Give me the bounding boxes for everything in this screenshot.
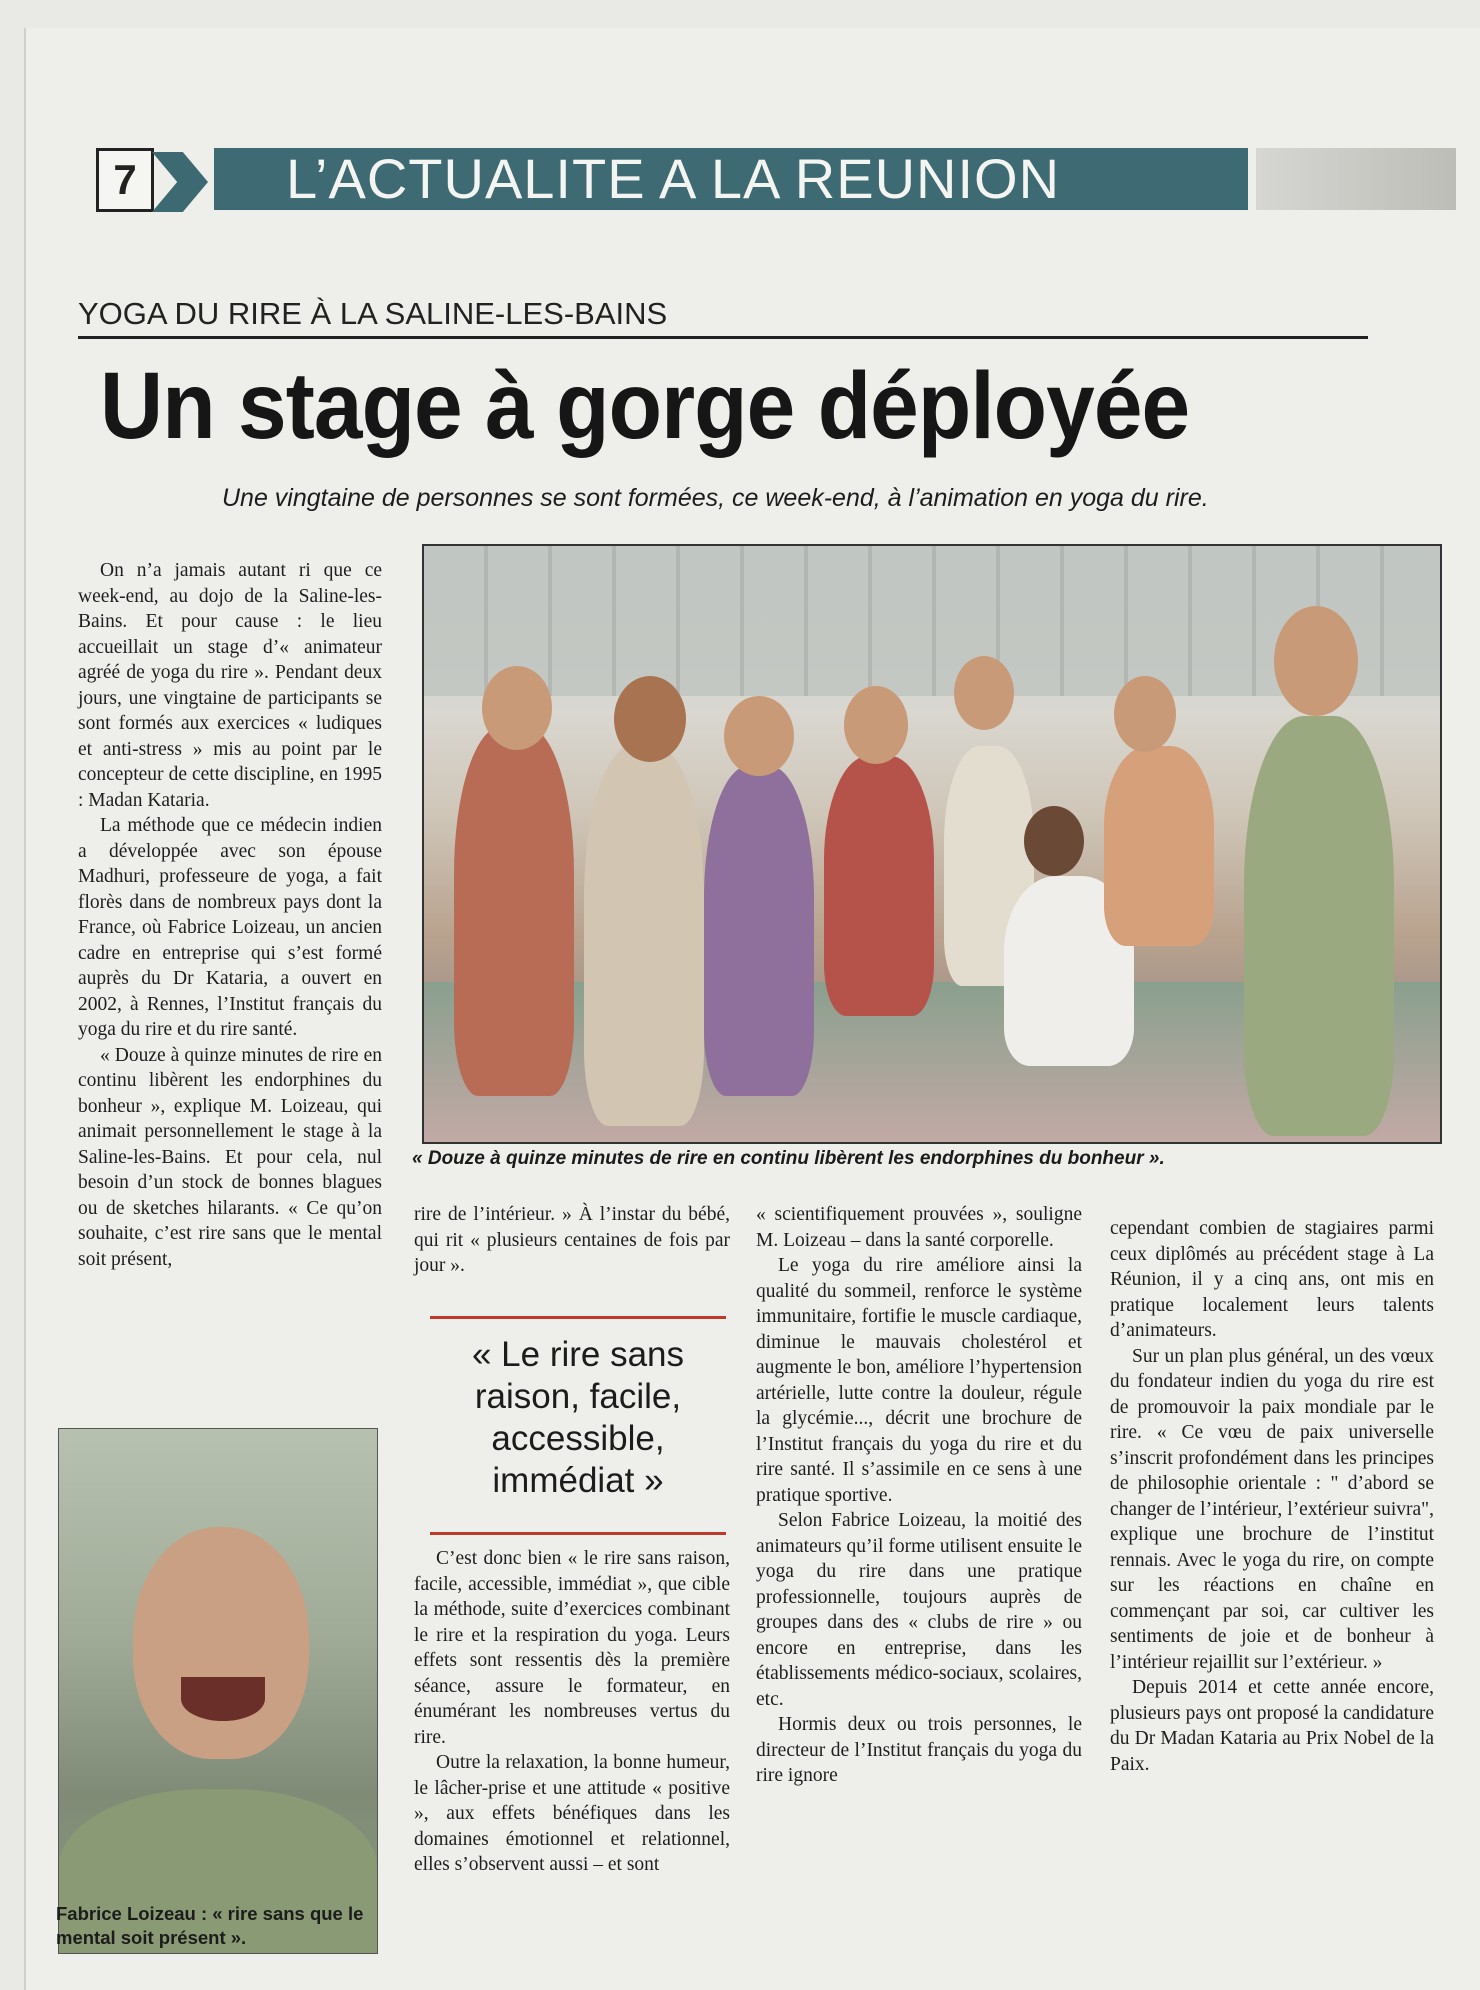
portrait-photo	[58, 1428, 378, 1954]
paragraph: On n’a jamais autant ri que ce week-end, au dojo de la Saline-les-Bains. Et pour cause : le lieu accueillait un stage d’« animateur agréé de yoga du rire ». Pendant deux jours, une vingtaine de participants se sont formés aux exercices « ludiques et anti-stress » mis au point par le concepteur de cette discipline, en 1995 : Madan Kataria.	[78, 560, 382, 811]
paragraph: Depuis 2014 et cette année encore, plusieurs pays ont proposé la candidature du Dr Madan Kataria au Prix Nobel de la Paix.	[1110, 1677, 1434, 1775]
paragraph: Selon Fabrice Loizeau, la moitié des animateurs qu’il forme utilisent ensuite le yoga du rire dans une pratique professionnelle, toujours auprès de groupes dans des « clubs de rire » ou encore en entreprise, dans les établissements médico-sociaux, scolaires, etc.	[756, 1510, 1082, 1710]
paragraph: rire de l’intérieur. » À l’instar du bébé, qui rit « plusieurs centaines de fois par jour ».	[414, 1204, 730, 1276]
article-standfirst: Une vingtaine de personnes se sont formées, ce week-end, à l’animation en yoga du rire.	[222, 484, 1209, 512]
column-3	[756, 1202, 1082, 1789]
band-edge	[1256, 148, 1456, 210]
paragraph: Outre la relaxation, la bonne humeur, le lâcher-prise et une attitude « positive », aux effets bénéfiques dans les domaines émotionnel et relationnel, elles s’observent aussi – et sont	[414, 1752, 730, 1875]
pullquote: « Le rire sans raison, facile, accessible, immédiat »	[471, 1335, 685, 1500]
pullquote-rule-bottom	[430, 1532, 726, 1535]
article-headline: Un stage à gorge déployée	[100, 353, 1190, 459]
paragraph: cependant combien de stagiaires parmi ceux diplômés au précédent stage à La Réunion, il y a cinq ans, ont mis en pratique localement leurs talents d’animateurs.	[1110, 1218, 1434, 1341]
paragraph: « Douze à quinze minutes de rire en continu libèrent les endorphines du bonheur », explique M. Loizeau, qui animait personnellement le stage à la Saline-les-Bains. Et pour cela, nul besoin d’un stock de bonnes blagues ou de sketches hilarants. « Ce qu’on souhaite, c’est rire sans que le mental soit présent,	[78, 1044, 382, 1270]
column-2-bottom	[414, 1546, 730, 1878]
paragraph: C’est donc bien « le rire sans raison, facile, accessible, immédiat », que cible la méthode, suite d’exercices combinant le rire et la respiration du yoga. Leurs effets sont ressentis dès la première séance, assure le formateur, en énumérant les nombreuses vertus du rire.	[414, 1548, 730, 1748]
paragraph: Hormis deux ou trois personnes, le directeur de l’Institut français du yoga du rire ignore	[756, 1714, 1082, 1786]
kicker-rule	[78, 336, 1368, 339]
section-title: L’ACTUALITE A LA REUNION	[214, 148, 1248, 210]
column-4	[1110, 1216, 1434, 1777]
paragraph: Le yoga du rire améliore ainsi la qualité du sommeil, renforce le système immunitaire, fortifie le muscle cardiaque, diminue le mauvais cholestérol et augmente le bon, améliore l’hypertension artérielle, lutte contre la douleur, régule la glycémie..., décrit une brochure de l’Institut français du yoga du rire et du rire santé. Il s’assimile en ce sens à une pratique sportive.	[756, 1255, 1082, 1506]
paragraph: « scientifiquement prouvées », souligne M. Loizeau – dans la santé corporelle.	[756, 1204, 1082, 1251]
column-1	[78, 558, 382, 1272]
column-2-top	[414, 1202, 730, 1279]
paragraph: Sur un plan plus général, un des vœux du fondateur indien du yoga du rire est de promouvoir la paix mondiale par le rire. « Ce vœu de paix universelle s’inscrit profondément dans les principes de philosophie orientale : " d’abord se changer de l’intérieur, l’extérieur suivra", explique une brochure de l’institut rennais. Avec le yoga du rire, on compte sur les réactions en chaîne en commençant par soi, car cultiver les sentiments de joie et de bonheur à l’intérieur rejaillit sur l’extérieur. »	[1110, 1345, 1434, 1673]
group-photo	[422, 544, 1442, 1144]
portrait-caption: Fabrice Loizeau : « rire sans que le mental soit présent ».	[56, 1903, 364, 1948]
photo-caption: « Douze à quinze minutes de rire en continu libèrent les endorphines du bonheur ».	[412, 1148, 1165, 1169]
pullquote-rule-top	[430, 1316, 726, 1319]
page-number: 7	[96, 148, 154, 212]
article-kicker: YOGA DU RIRE À LA SALINE-LES-BAINS	[78, 296, 668, 331]
paragraph: La méthode que ce médecin indien a développée avec son épouse Madhuri, professeure de yoga, a fait florès dans de nombreux pays dont la France, où Fabrice Loizeau, un ancien cadre en entreprise qui s’est formé auprès du Dr Kataria, a ouvert en 2002, à Rennes, l’Institut français du yoga du rire et du rire santé.	[78, 815, 382, 1040]
